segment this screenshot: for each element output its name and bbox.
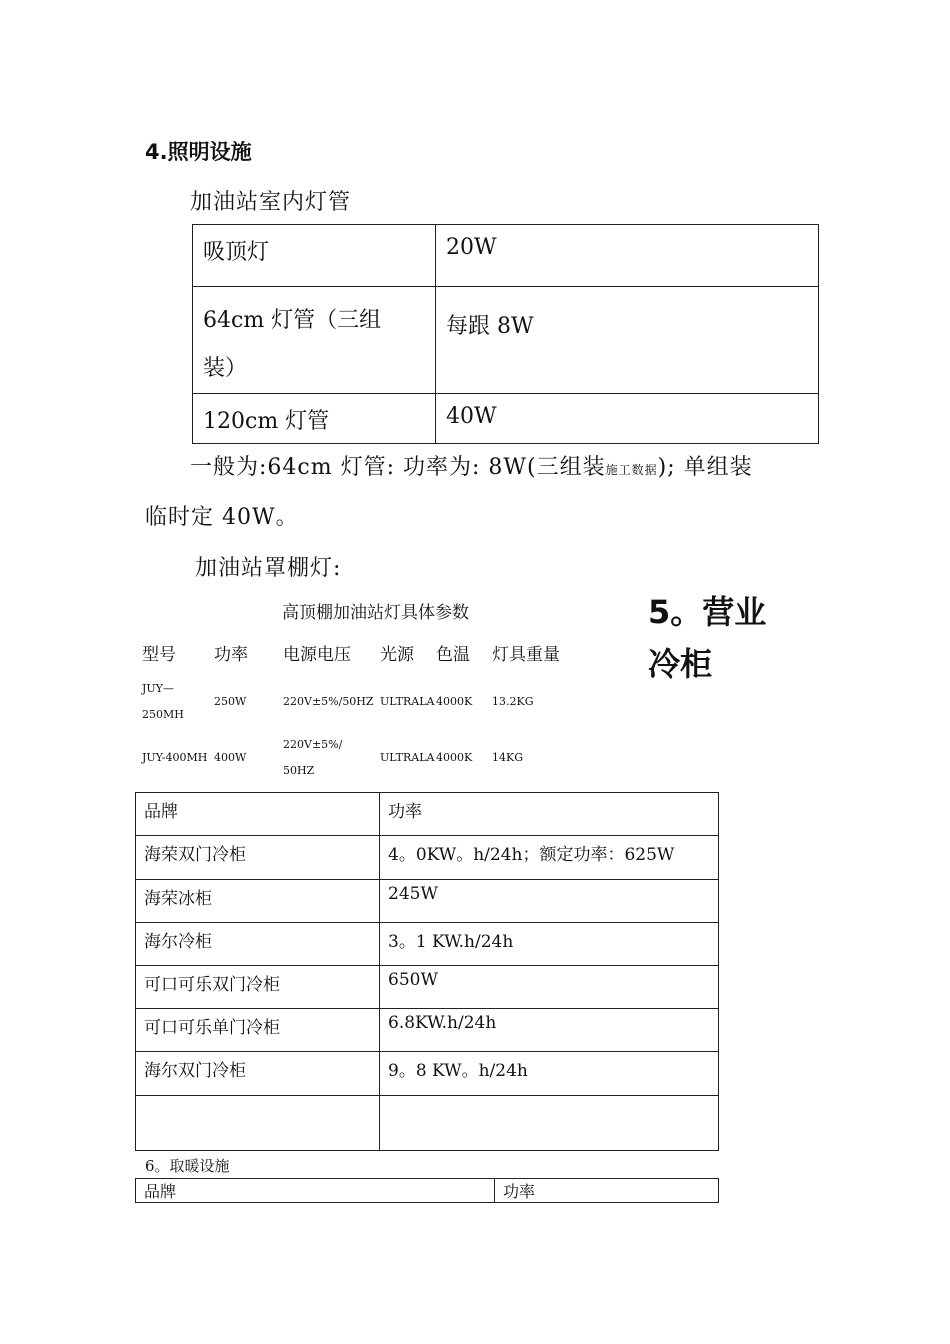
cell-power: 每跟 8W <box>436 287 819 394</box>
paragraph-line2: 临时定 40W。 <box>145 505 299 530</box>
table-row <box>136 880 719 923</box>
cell-power: 4。0KW。h/24h；额定功率：625W <box>380 836 719 880</box>
cell-name: 120cm 灯管 <box>193 394 436 444</box>
cell-power: 245W <box>380 880 719 923</box>
spec-row2-voltage-line1: 220V±5%/ <box>283 738 343 751</box>
table-row <box>193 287 819 394</box>
spec-row1-model <box>142 676 184 728</box>
cell-power: 9。8 KW。h/24h <box>380 1052 719 1096</box>
cell-brand: 海荣双门冷柜 <box>136 836 380 880</box>
header-power: 功率 <box>495 1179 719 1203</box>
cell-power: 20W <box>436 225 819 287</box>
cell-power: 3。1 KW.h/24h <box>380 923 719 966</box>
spec-row2-model: JUY-400MH <box>142 751 208 764</box>
indoor-light-table <box>192 224 819 444</box>
paragraph-subscript: 施工数据 <box>605 463 658 477</box>
spec-header-voltage: 电源电压 <box>283 645 351 665</box>
cell-brand: 海荣冰柜 <box>136 880 380 923</box>
cell-brand: 可口可乐单门冷柜 <box>136 1009 380 1052</box>
table-row <box>193 394 819 444</box>
spec-table-title: 高顶棚加油站灯具体参数 <box>282 603 469 623</box>
table-header-row <box>136 1179 719 1203</box>
spec-row2-source: ULTRALA <box>380 751 435 764</box>
cell-power: 6.8KW.h/24h <box>380 1009 719 1052</box>
spec-row1-voltage: 220V±5%/50HZ <box>283 695 374 708</box>
cell-brand: 可口可乐双门冷柜 <box>136 966 380 1009</box>
spec-row2-power: 400W <box>214 751 247 764</box>
table-row <box>136 923 719 966</box>
cell-name-line1: 64cm 灯管（三组 <box>203 308 382 333</box>
table-row <box>136 1052 719 1096</box>
cell-power: 650W <box>380 966 719 1009</box>
spec-header-power: 功率 <box>214 645 248 665</box>
section-4-subtitle: 加油站室内灯管 <box>190 190 352 215</box>
table-row <box>193 225 819 287</box>
section-5-title-line1: 5。营业 <box>648 593 767 631</box>
section-5-title <box>648 586 766 690</box>
spec-row2-temp: 4000K <box>436 751 473 764</box>
paragraph-text-end: ); 单组装 <box>657 455 753 480</box>
paragraph-line1 <box>190 450 753 481</box>
spec-row1-power: 250W <box>214 695 247 708</box>
fridge-table <box>135 792 719 1151</box>
paragraph-text: 一般为:64cm 灯管: 功率为: 8W(三组装 <box>190 455 606 480</box>
spec-row2-voltage <box>283 732 342 784</box>
cell-name: 吸顶灯 <box>193 225 436 287</box>
spec-header-source: 光源 <box>380 645 414 665</box>
cell-power <box>380 1096 719 1151</box>
table-row <box>136 966 719 1009</box>
spec-row1-temp: 4000K <box>436 695 473 708</box>
header-brand: 品牌 <box>136 793 380 836</box>
table-row <box>136 836 719 880</box>
cell-brand: 海尔冷柜 <box>136 923 380 966</box>
table-row <box>136 1009 719 1052</box>
spec-row1-model-line2: 250MH <box>142 708 184 721</box>
spec-row2-weight: 14KG <box>492 751 524 764</box>
header-power: 功率 <box>380 793 719 836</box>
cell-brand: 海尔双门冷柜 <box>136 1052 380 1096</box>
heating-table <box>135 1178 719 1203</box>
canopy-label: 加油站罩棚灯: <box>195 556 342 581</box>
spec-header-weight: 灯具重量 <box>492 645 560 665</box>
spec-row1-model-line1: JUY— <box>142 682 174 695</box>
spec-header-model: 型号 <box>142 645 176 665</box>
section-4-title: 4.照明设施 <box>145 140 252 164</box>
cell-brand <box>136 1096 380 1151</box>
cell-name <box>193 287 436 394</box>
spec-row1-source: ULTRALA <box>380 695 435 708</box>
spec-header-temp: 色温 <box>436 645 470 665</box>
cell-power: 40W <box>436 394 819 444</box>
section-5-title-line2: 冷柜 <box>648 645 713 683</box>
table-header-row <box>136 793 719 836</box>
section-6-title: 6。取暖设施 <box>145 1157 230 1175</box>
spec-row2-voltage-line2: 50HZ <box>283 764 315 777</box>
spec-row1-weight: 13.2KG <box>492 695 534 708</box>
cell-name-line2: 装） <box>203 356 248 381</box>
header-brand: 品牌 <box>136 1179 495 1203</box>
table-row-empty <box>136 1096 719 1151</box>
